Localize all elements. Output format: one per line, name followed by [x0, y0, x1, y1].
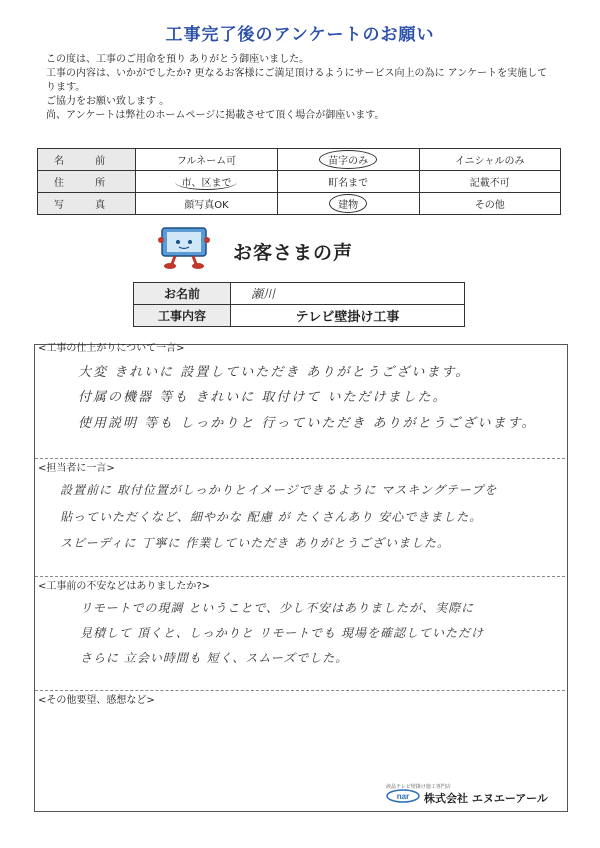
row-label: 名 前 [38, 149, 136, 171]
option-face-photo[interactable]: 顔写真OK [136, 193, 278, 215]
work-label: 工事内容 [134, 305, 231, 327]
customer-info-table [133, 282, 465, 327]
permission-row-name [38, 149, 561, 171]
intro-line: この度は、工事のご用命を預り ありがとう御座いました。 [46, 54, 310, 65]
option-initial-only[interactable]: イニシャルのみ [419, 149, 560, 171]
svg-text:nar: nar [396, 792, 410, 801]
intro-line: 尚、アンケートは弊社のホームページに掲載させて頂く場合が御座います。 [46, 110, 385, 121]
permission-row-photo [38, 193, 561, 215]
company-name: 株式会社 エヌエーアール [424, 792, 548, 805]
option-surname-only[interactable] [277, 149, 419, 171]
company-logo-icon [386, 789, 420, 803]
document-title: 工事完了後のアンケートのお願い [165, 25, 435, 45]
handwritten-line: 見積して 頂くと、しっかりと リモートでも 現場を確認していただけ [80, 626, 484, 640]
handwritten-line: 設置前に 取付位置がしっかりとイメージできるように マスキングテープを [60, 483, 498, 497]
handwritten-line: スピーディに 丁寧に 作業していただき ありがとうございました。 [60, 536, 451, 550]
work-content-value: テレビ壁掛け工事 [231, 305, 465, 327]
section-staff [34, 459, 566, 474]
option-no-address[interactable]: 記載不可 [419, 171, 560, 193]
section-finish [34, 339, 566, 354]
row-label: 住 所 [38, 171, 136, 193]
intro-line: 工事の内容は、いかがでしたか? 更なるお客様にご満足頂けるようにサービス向上の為に アンケートを実施して [46, 68, 548, 79]
section-heading: <工事前の不安などはありましたか?> [38, 581, 211, 592]
intro-line: ご協力をお願い致します 。 [46, 96, 170, 107]
permission-row-address [38, 171, 561, 193]
customer-voice-title: お客さまの声 [233, 242, 354, 264]
name-label: お名前 [134, 283, 231, 305]
handwritten-line: リモートでの現調 ということで、少し不安はありましたが、実際に [80, 601, 475, 615]
selected-circle-mark: 市、区まで [175, 174, 237, 190]
handwritten-line: さらに 立会い時間も 短く、スムーズでした。 [80, 651, 349, 665]
selected-circle-mark: 建物 [329, 194, 367, 213]
handwritten-line: 貼っていただくなど、細やかな 配慮 が たくさんあり 安心できました。 [60, 510, 483, 524]
customer-name-value: 瀬川 [231, 283, 465, 305]
selected-circle-mark: 苗字のみ [319, 150, 377, 169]
publish-permission-table [37, 148, 561, 215]
intro-line: ります。 [46, 82, 86, 93]
option-town[interactable]: 町名まで [277, 171, 419, 193]
handwritten-line: 大変 きれいに 設置していただき ありがとうございます。 [78, 365, 471, 380]
handwritten-line: 付属の機器 等も きれいに 取付けて いただけました。 [78, 390, 448, 405]
section-other [34, 691, 566, 706]
section-heading: <工事の仕上がりについて一言> [38, 343, 185, 354]
row-label: 写 真 [38, 193, 136, 215]
option-other[interactable]: その他 [419, 193, 560, 215]
tv-mascot-icon [158, 226, 210, 270]
intro-text [46, 53, 547, 123]
company-tagline: 液晶テレビ壁掛け施工専門店 [386, 784, 451, 790]
option-city-ward[interactable] [136, 171, 278, 193]
section-heading: <担当者に一言> [38, 463, 115, 474]
section-concerns [34, 577, 566, 592]
option-building[interactable] [277, 193, 419, 215]
option-fullname[interactable]: フルネーム可 [136, 149, 278, 171]
handwritten-line: 使用説明 等も しっかりと 行っていただき ありがとうございます。 [78, 416, 537, 431]
section-heading: <その他要望、感想など> [38, 695, 155, 706]
